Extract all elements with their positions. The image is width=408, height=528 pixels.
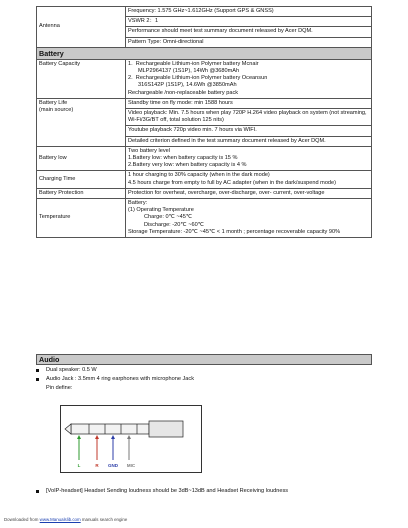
battery-protection-label: Battery Protection (37, 188, 126, 198)
voip-headset-text: [VoIP-headset] Headset Sending loudness should be 3dB~13dB and Headset Receiving loudness (46, 488, 289, 494)
bullet-icon (36, 378, 39, 381)
list-item (36, 487, 382, 495)
jack-plug-tip (65, 424, 71, 434)
capacity-item-2 (128, 75, 369, 82)
battery-life-youtube: Youtube playback 720p video min. 7 hours via WIFI. (126, 126, 372, 136)
temperature-line2: (1) Operating Temperature (128, 207, 194, 214)
section-row (37, 47, 372, 59)
battery-protection-value: Protection for overheat, overcharge, over-discharge, over- current, over-voltage (126, 188, 372, 198)
antenna-frequency: Frequency: 1.575 GHz~1.612GHz (Support GPS & GNSS) (126, 7, 372, 17)
antenna-pattern: Pattern Type: Omni-directional (126, 37, 372, 47)
table-row (37, 188, 372, 198)
bullet-icon (36, 490, 39, 493)
battery-low-value (126, 146, 372, 171)
charging-time-value (126, 171, 372, 188)
capacity-item-2-number: 2. (128, 75, 133, 82)
temperature-value (126, 199, 372, 238)
battery-section-heading: Battery (37, 47, 372, 59)
table-row (37, 171, 372, 188)
battery-life-standby: Standby time on fly mode: min 1588 hours (126, 98, 372, 108)
table-row (37, 199, 372, 238)
antenna-vswr: VSWR 2：1 (126, 17, 372, 27)
battery-life-criterion: Detailed criterion defined in the test summary document released by Acer DQM. (126, 136, 372, 146)
manualslib-link[interactable]: www.Manualslib.com (39, 517, 81, 522)
battery-low-line2: 1.Battery low: when battery capacity is 15 % (128, 155, 238, 162)
table-row (37, 59, 372, 98)
jack-plug-handle (149, 421, 183, 437)
audio-jack-text: Audio Jack : 3.5mm 4 ring earphones with microphone Jack (46, 376, 194, 382)
pin-r-arrowhead (95, 435, 99, 439)
audio-section-heading: Audio (36, 354, 372, 365)
footer-attribution (4, 517, 127, 522)
list-item (36, 375, 372, 384)
pin-l-arrowhead (77, 435, 81, 439)
pin-mic-arrowhead (127, 435, 131, 439)
audio-jack-pin-diagram (60, 405, 202, 473)
spec-table (36, 6, 372, 238)
pin-define-label: Pin define: (46, 385, 73, 391)
audio-speaker-text: Dual speaker: 0.5 W (46, 367, 97, 373)
capacity-item-1-number: 1. (128, 60, 133, 67)
temperature-line3: Charge: 0℃ ~45℃ (144, 214, 193, 221)
battery-low-line1: Two battery level (128, 147, 170, 154)
capacity-item-2-text: Rechargeable Lithium-ion Polymer battery Oceansun (135, 75, 268, 82)
temperature-line5: Storage Temperature: -20℃ ~45℃ < 1 month ; percentage recoverable capacity 90% (128, 228, 341, 235)
battery-capacity-label: Battery Capacity (37, 59, 126, 98)
capacity-item-1 (128, 61, 369, 68)
footer-suffix: manuals search engine (81, 517, 128, 522)
capacity-note: Rechargeable /non-replaceable battery pack (128, 89, 239, 96)
battery-low-line3: 2.Battery very low: when battery capacity is 4 % (128, 162, 247, 169)
temperature-label: Temperature (37, 199, 126, 238)
antenna-label: Antenna (37, 7, 126, 48)
table-row (37, 146, 372, 171)
table-row (37, 7, 372, 17)
battery-life-label-line2: (main source) (39, 107, 74, 114)
pin-gnd-arrowhead (111, 435, 115, 439)
pin-gnd-label: GND (108, 463, 118, 468)
capacity-item-1-model: MLP2964137 (1S1P), 14Wh @3680mAh (138, 68, 240, 75)
audio-bullets (36, 366, 372, 393)
capacity-item-2-model: 316S142P (1S1P), 14.6Wh @3850mAh (138, 82, 237, 89)
jack-diagram-svg (61, 406, 201, 472)
charging-line1: 1 hour charging to 30% capacity (when in the dark mode) (128, 172, 270, 179)
capacity-item-1-text: Rechargeable Lithium-ion Polymer battery Mcnair (135, 60, 259, 67)
charging-line2: 4.5 hours charge from empty to full by AC adapter (when in the dark/suspend mode) (128, 179, 337, 186)
table-row (37, 98, 372, 108)
battery-capacity-value (126, 59, 372, 98)
footer-prefix: Downloaded from (4, 517, 39, 522)
battery-low-label: Battery low (37, 146, 126, 171)
charging-time-label: Charging Time (37, 171, 126, 188)
battery-life-video: Video playback: Min. 7.5 hours when play 720P H.264 video playback on system (not streaming, Wi-Fi/3G/BT off, total solution 125 nits) (126, 109, 372, 126)
temperature-line4: Discharge: -20℃ ~60℃ (144, 221, 204, 228)
antenna-performance: Performance should meet test summary document released by Acer DQM. (126, 27, 372, 37)
bullet-icon (36, 369, 39, 372)
pin-mic-label: MIC (126, 463, 136, 468)
pin-r-label: R (95, 463, 99, 468)
temperature-line1: Battery: (128, 200, 148, 207)
pin-l-label: L (77, 463, 81, 468)
battery-life-label (37, 98, 126, 146)
battery-life-label-line1: Battery Life (39, 99, 68, 106)
list-item (36, 366, 372, 375)
